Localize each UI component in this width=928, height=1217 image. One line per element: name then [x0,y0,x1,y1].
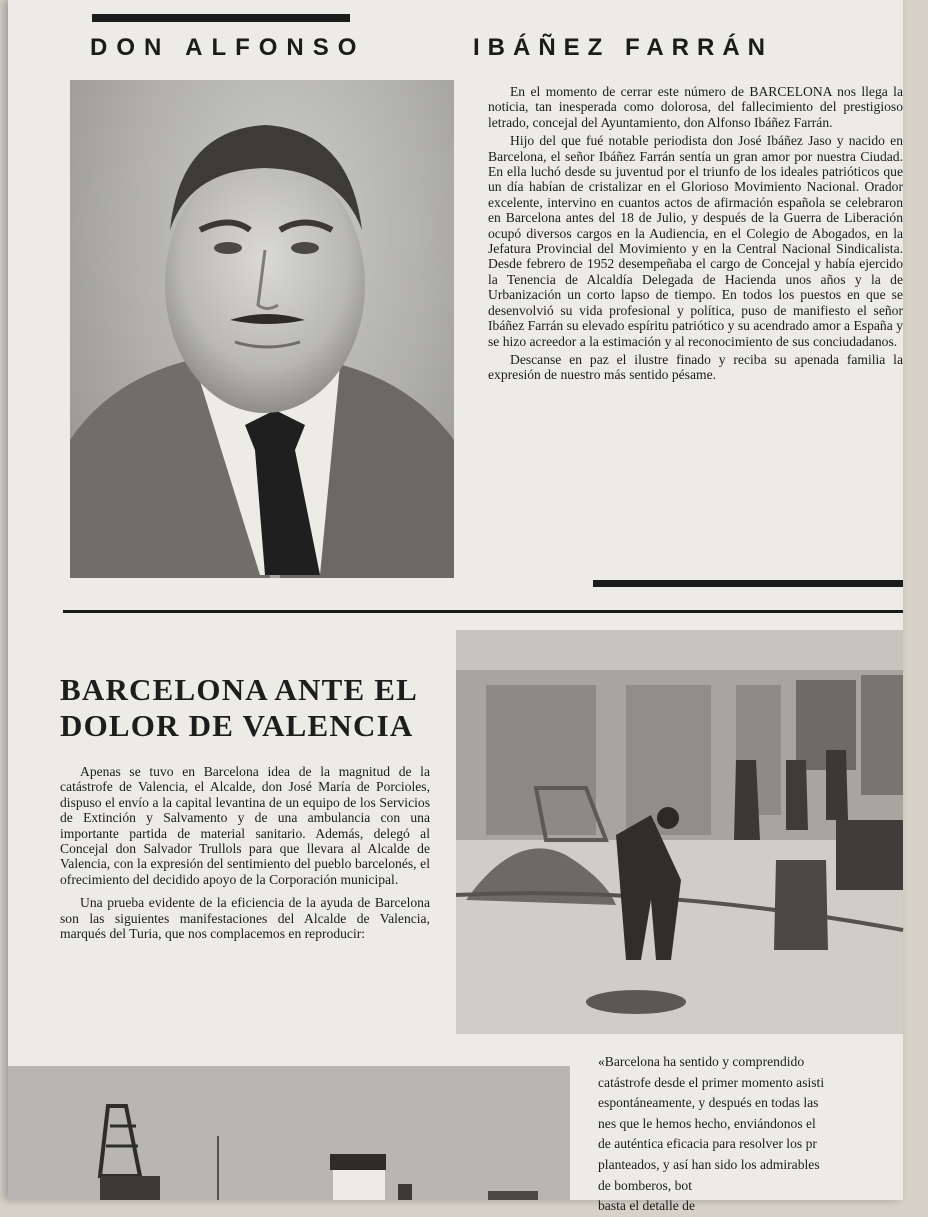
section-divider-long [63,610,903,613]
obituary-paragraph-2: Hijo del que fué notable periodista don José Ibáñez Jaso y nacido en Barcelona, el señor Ibáñez Farrán sentía un gran amor por nuestra Ciudad. En ella luchó desde su juventud por el triunfo de los ideales patrióticos que un día habían de cristalizar en el Glorioso Movimiento Nacional. Orador excelente, intervino en cuantos actos de afirmación española se celebraron en Barcelona antes del 18 de Julio, y después de la Guerra de Liberación ocupó diversos cargos en la Audiencia, en el Colegio de Abogados, en la Jefatura Provincial del Movimiento y en la Central Nacional Sindicalista. Desde febrero de 1952 desempeñaba el cargo de Concejal y había ejercido la Tenencia de Alcaldía Delegada de Hacienda unos años y la de Urbanización un corto lapso de tiempo. En todos los puestos en que se desenvolvió su vida profesional y política, puso de manifiesto el señor Ibáñez Farrán su elevado espíritu patriótico y su acendrado amor a España y se hizo acreedor a la estimación y al reconocimiento de sus conciudadanos. [488,133,903,349]
article-paragraph-1: Apenas se tuvo en Barcelona idea de la magnitud de la catástrofe de Valencia, el Alcalde, don José María de Porcioles, dispuso el envío a la capital levantina de un equipo de los Servicios de Extinción y Salvamento y de una ambulancia con una importante partida de material sanitario. Además, delegó al Concejal don Salvador Trullols para que llevara al Alcalde de Valencia, con la expresión del sentimiento del pueblo barcelonés, el ofrecimiento del decidido apoyo de la Corporación municipal. [60,764,430,887]
quote-line: nes que le hemos hecho, enviándonos el [598,1115,816,1131]
quote-line: de auténtica eficacia para resolver los pr [598,1136,817,1152]
obituary-paragraph-1: En el momento de cerrar este número de BARCELONA nos llega la noticia, tan inesperada como dolorosa, del fallecimiento del prestigioso letrado, concejal del Ayuntamiento, don Alfonso Ibáñez Farrán. [488,84,903,130]
quote-line: planteados, y así han sido los admirables [598,1156,820,1172]
header-bar [92,14,350,22]
magazine-page [8,0,903,1214]
quote-line: «Barcelona ha sentido y comprendido [598,1054,805,1069]
article-heading-line-1: BARCELONA ANTE EL [60,672,419,707]
article-text [60,764,430,949]
heading-name-last: IBÁÑEZ FARRÁN [473,34,773,61]
article-heading [60,672,440,744]
portrait-photo [70,80,454,578]
article-heading-line-2: DOLOR DE VALENCIA [60,708,414,743]
quote-line: de bomberos, bot [598,1177,693,1193]
obituary-heading [90,34,896,62]
quote-text [598,1052,928,1217]
section-divider-short [593,580,903,587]
quote-line: basta el detalle de [598,1198,695,1214]
heading-name-first: DON ALFONSO [90,34,366,61]
obituary-text [488,84,903,386]
quote-line: espontáneamente, y después en todas las [598,1095,819,1111]
harbor-photo [8,1066,570,1200]
article-paragraph-2: Una prueba evidente de la eficiencia de la ayuda de Barcelona son las siguientes manifestaciones del Alcalde de Valencia, marqués del Turia, que nos complacemos en reproducir: [60,895,430,942]
obituary-paragraph-3: Descanse en paz el ilustre finado y reciba su apenada familia la expresión de nuestro más sentido pésame. [488,351,903,383]
quote-line: catástrofe desde el primer momento asisti [598,1074,825,1090]
flood-street-photo [456,630,903,1034]
